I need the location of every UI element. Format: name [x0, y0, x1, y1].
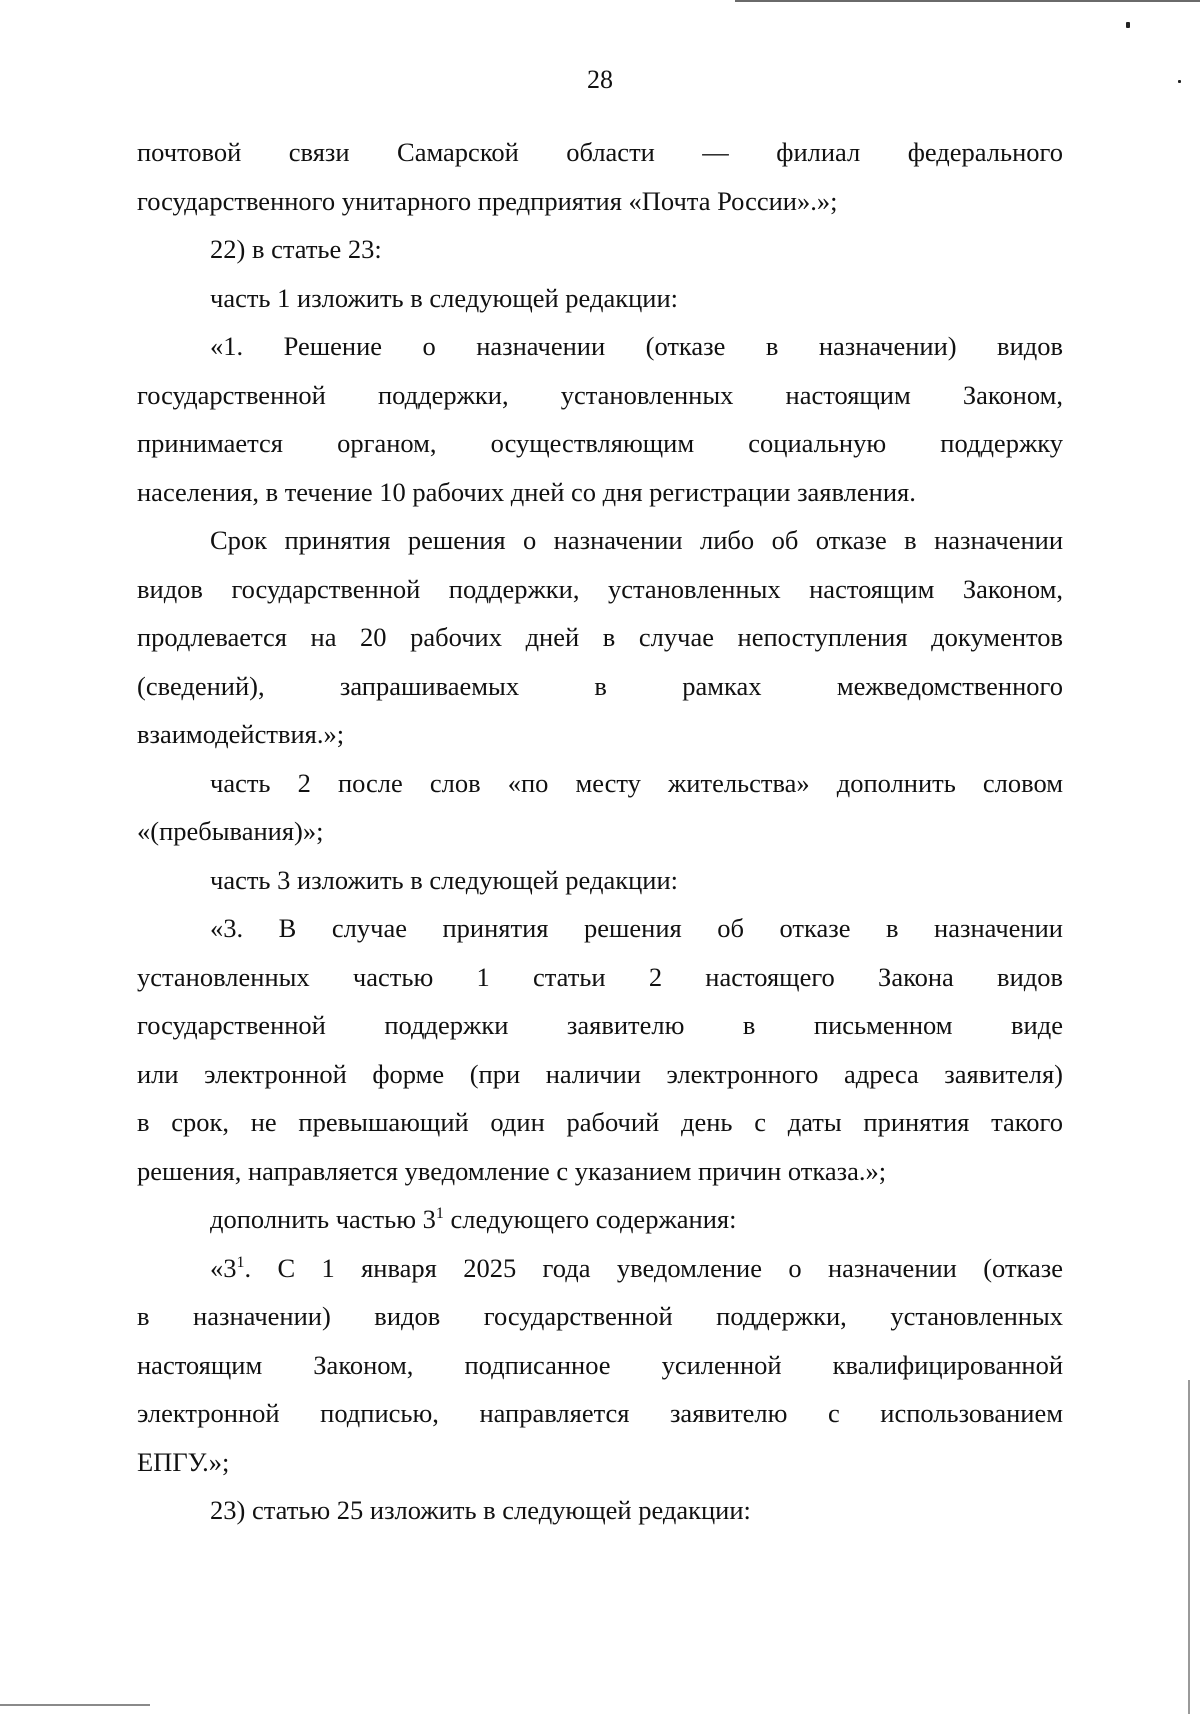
text-line: государственного унитарного предприятия «Почта России».»; [137, 185, 838, 216]
text-line: часть 1 изложить в следующей редакции: [210, 282, 678, 313]
text-line: часть 3 изложить в следующей редакции: [210, 864, 678, 895]
page-number: 28 [587, 65, 613, 94]
document-body [137, 128, 1063, 1535]
scan-edge-bottom [0, 1704, 150, 1706]
text-run: следующего содержания: [443, 1204, 737, 1234]
text-line: (сведений), запрашиваемых в рамках межведомственного [137, 670, 1063, 701]
text-line: государственной поддержки, установленных настоящим Законом, [137, 379, 1063, 410]
text-line: в срок, не превышающий один рабочий день с даты принятия такого [137, 1107, 1063, 1137]
scan-edge-right [1188, 1380, 1190, 1714]
text-line: почтовой связи Самарской области — филиал федерального [137, 137, 1063, 167]
text-line: населения, в течение 10 рабочих дней со дня регистрации заявления. [137, 476, 916, 507]
text-line: «(пребывания)»; [137, 816, 324, 846]
text-line: решения, направляется уведомление с указанием причин отказа.»; [137, 1155, 887, 1186]
text-line: продлевается на 20 рабочих дней в случае непоступления документов [137, 622, 1063, 652]
text-line [137, 1195, 1063, 1244]
text-line: электронной подписью, направляется заявителю с использованием [137, 1398, 1063, 1428]
text-line: «3. В случае принятия решения об отказе в назначении [210, 913, 1063, 943]
superscript: 1 [236, 1253, 245, 1271]
text-line: ЕПГУ.»; [137, 1446, 230, 1477]
text-line: государственной поддержки заявителю в письменном виде [137, 1010, 1063, 1040]
text-line: «1. Решение о назначении (отказе в назначении) видов [210, 331, 1063, 361]
text-run: дополнить частью 3 [210, 1204, 436, 1234]
text-line: 22) в статье 23: [210, 234, 382, 264]
text-line: часть 2 после слов «по месту жительства» дополнить словом [210, 767, 1063, 798]
text-line: принимается органом, осуществляющим социальную поддержку [137, 428, 1063, 458]
text-line: взаимодействия.»; [137, 719, 345, 749]
text-line: установленных частью 1 статьи 2 настоящего Закона видов [137, 961, 1063, 992]
superscript: 1 [435, 1205, 444, 1222]
text-line: видов государственной поддержки, установленных настоящим Законом, [137, 573, 1063, 604]
text-line [137, 1244, 1063, 1293]
text-line: настоящим Законом, подписанное усиленной квалифицированной [137, 1349, 1063, 1380]
text-line: в назначении) видов государственной поддержки, установленных [137, 1301, 1063, 1331]
text-line: Срок принятия решения о назначении либо об отказе в назначении [210, 525, 1063, 555]
text-run: «3 [210, 1252, 237, 1283]
scan-speck [1126, 22, 1130, 28]
text-line: 23) статью 25 изложить в следующей редакции: [210, 1495, 751, 1525]
text-run: . С 1 января 2025 года уведомление о назначении (отказе [244, 1252, 1063, 1283]
text-line: или электронной форме (при наличии электронного адреса заявителя) [137, 1058, 1063, 1089]
scan-edge-top [735, 0, 1200, 2]
